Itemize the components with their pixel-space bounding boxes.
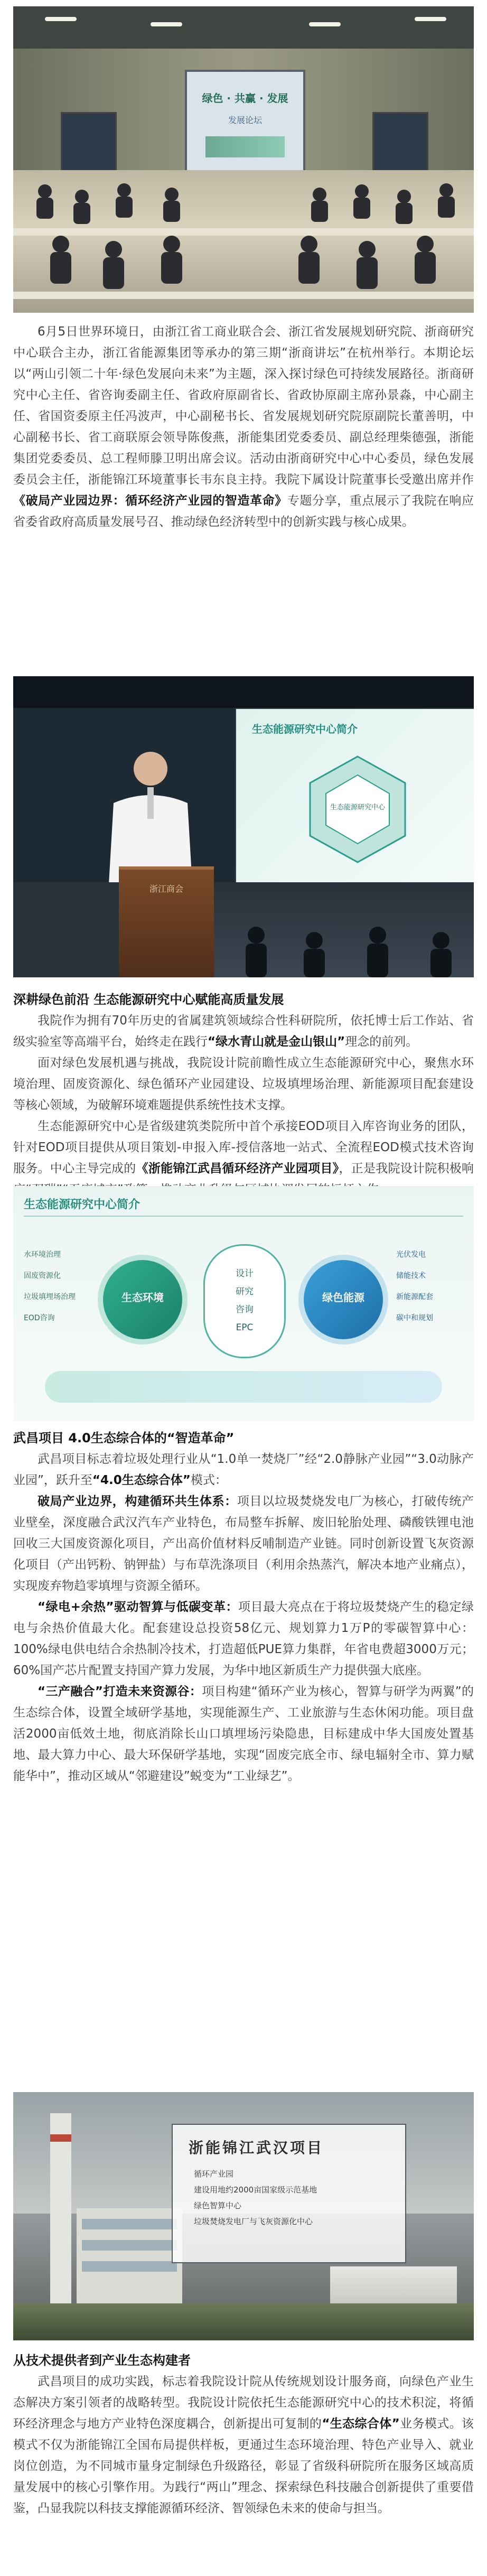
section2-heading: 武昌项目 4.0生态综合体的“智造革命”	[13, 1431, 235, 1445]
right-item: 新能源配套	[396, 1293, 433, 1301]
section2-b3: “三产融合”打造未来资源谷：	[38, 1685, 202, 1698]
slide-hex-center: 生态能源研究中心	[330, 804, 385, 811]
intro-text: 6月5日世界环境日，由浙江省工商业联合会、浙江省发展规划研究院、浙商研究中心联合主办，浙江省能源集团等承办的第三期“浙商讲坛”在杭州举行。本期论坛以“两山引领二十年·绿色发展向未来”为主题，深入探讨绿色可持续发展路径。浙商研究中心主任、省咨询委副主任、省政府原副省长、省政协原副主席孙景淼，中心副主任、省国资委原主任冯波声，中心副秘书长、省发展规划研究院原副院长董善明，中心副秘书长、省工商联原会领导陈俊燕，浙能集团党委委员、副总经理柴德强，浙能集团党委委员、总工程师滕卫明出席会议。活动由浙商研究中心中心委员，绿色发展委员会主任，浙能锦江环境董事长韦东良主持。我院下属设计院董事长受邀出席并作	[13, 325, 474, 487]
section2-p3: 项目最大亮点在于将垃圾焚烧产生的稳定绿电与余热价值最大化。配套建设总投资58亿元、规划算力1万P的零碳智算中心：100%绿电供电结合余热制冷技术，打造超低PUE算力集群，年省电费超3000万元；60%国产芯片配置支持国产算力发展，为华中地区新质生产力提供强大底座。	[13, 1600, 474, 1677]
energy-circle	[304, 1260, 383, 1339]
side-screen-right	[372, 112, 428, 173]
intro-paragraph	[13, 321, 474, 533]
project-bullet: 绿色智算中心	[194, 2201, 242, 2210]
intro-text-tail: 专题分享，重点展示了我院在响应省委省政府高质量发展号召、推动绿色经济转型中的创新实践与核心成果。	[13, 494, 474, 529]
right-item: 光伏发电	[396, 1250, 426, 1259]
section3	[13, 2350, 474, 2519]
section1-p3: 生态能源研究中心是省级建筑类院所中首个承接EOD项目入库咨询业务的团队，针对EOD项目提供从项目策划-申报入库-授信落地一站式、全流程EOD模式技术咨询服务。中心主导完成的	[13, 1119, 474, 1175]
side-screen-left	[61, 112, 117, 173]
core-word-design: 设计	[236, 1268, 254, 1279]
section2-p1-tail: 模式：	[190, 1473, 227, 1487]
section2-b2: “绿电+余热”驱动智算与低碳变革：	[38, 1600, 238, 1614]
section3-p1: 武昌项目的成功实践，标志着我院设计院从传统规划设计服务商，向绿色产业生态解决方案引领者的战略转型。我院设计院依托生态能源研究中心的技术积淀，将循环经济理念与地方产业特色深度耦合，创新提出可复制的	[13, 2375, 474, 2431]
left-item: 固废资源化	[24, 1272, 61, 1280]
intro-talk-title: 《破局产业园边界：循环经济产业园的智造革命》	[13, 494, 287, 508]
right-item: 储能技术	[396, 1272, 426, 1280]
project-bullet: 垃圾焚烧发电厂与飞灰资源化中心	[194, 2217, 313, 2226]
ecology-circle	[103, 1260, 182, 1339]
section1-p3-bold: 《浙能锦江武昌循环经济产业园项目》	[136, 1162, 339, 1175]
section1-p2: 面对绿色发展机遇与挑战，我院设计院前瞻性成立生态能源研究中心，聚焦水环境治理、固废资源化、绿色循环产业园建设、垃圾填埋场治理、新能源项目配套建设等核心领域，为破解环境难题提供系统性技术支撑。	[13, 1056, 474, 1112]
ground	[13, 2303, 474, 2340]
right-item: 碳中和规划	[396, 1314, 433, 1322]
project-bullet: 建设用地约2000亩国家级示范基地	[194, 2185, 317, 2195]
section1-p1-bold: “绿水青山就是金山银山”	[208, 1035, 345, 1049]
conference-hall-photo	[13, 6, 474, 313]
section1-p3-tail: ，正是我院设计院积极响	[339, 1162, 474, 1175]
podium-text: 浙江商会	[149, 884, 183, 894]
energy-circle-label: 绿色能源	[322, 1291, 364, 1304]
project-title: 浙能锦江武汉项目	[189, 2139, 324, 2157]
core-word-consulting: 咨询	[236, 1304, 254, 1315]
section2-b1: 破局产业边界，构建循环共生体系：	[38, 1495, 237, 1508]
center-intro-infographic	[13, 1186, 474, 1421]
ecology-circle-label: 生态环境	[121, 1291, 164, 1304]
left-item: 水环境治理	[24, 1250, 61, 1259]
section2-p1-bold: “4.0生态综合体”	[92, 1473, 191, 1487]
section1-p1-tail: 理念的前列。	[345, 1035, 418, 1049]
core-word-research: 研究	[236, 1286, 254, 1297]
core-word-epc: EPC	[236, 1322, 254, 1333]
slide-title: 生态能源研究中心简介	[252, 723, 358, 735]
stage-screen	[185, 70, 305, 174]
podium	[119, 866, 214, 977]
section2	[13, 1427, 474, 1787]
center-core	[203, 1244, 286, 1358]
project-board	[172, 2124, 406, 2263]
section1-heading: 深耕绿色前沿 生态能源研究中心赋能高质量发展	[13, 992, 284, 1007]
section2-p1: 武昌项目标志着垃圾处理行业从“1.0单一焚烧厂”经“2.0静脉产业园”“3.0动脉产业园”，跃升至	[13, 1452, 474, 1487]
right-items	[396, 1244, 470, 1329]
infographic-title: 生态能源研究中心简介	[24, 1198, 141, 1211]
section2-p4: 项目构建“循环产业为核心，智算与研学为两翼”的生态综合体，设置全域研学基地，实现能源生产、工业旅游与生态休闲功能。项目盘活2000亩低效土地，彻底消除长山口填埋场污染隐患，目标建成中华大国废处置基地、最大算力中心、最大环保研学基地，实现“固废完底全市、绿电辐射全市、算力赋能华中”，推动区域从“邻避建设”蜕变为“工业绿艺”。	[13, 1685, 474, 1783]
section3-p1-tail: 业务模式。该模式不仅为浙能锦江全国布局提供样板，更通过生态环境治理、特色产业导入、就业岗位创造，为不同城市量身定制绿色升级路径，彰显了省级科研院所在服务区域高质量发展中的核心引擎作用。为践行“两山”理念、探索绿色科技融合创新提供了重要借鉴，凸显我院以科技支撑能源循环经济、智领绿色未来的使命与担当。	[13, 2417, 474, 2515]
section3-heading: 从技术提供者到产业生态构建者	[13, 2353, 191, 2368]
screen-text: 发展论坛	[228, 115, 262, 125]
left-item: EOD咨询	[24, 1314, 55, 1322]
section2-p2: 项目以垃圾焚烧发电厂为核心，打破传统产业壁垒，深度融合武汉汽车产业特色，布局整车拆解、废旧轮胎处理、磷酸铁锂电池回收三大国废资源化项目，产出高价值材料反哺制造产业链。同时创新设置飞灰资源化项目（产出钙粉、钠钾盐）与布草洗涤项目（利用余热蒸汽，解决本地产业痛点），实现废弃物趋零填埋与资源全循环。	[13, 1495, 474, 1593]
left-item: 垃圾填埋场治理	[24, 1293, 76, 1301]
chimney-building	[29, 2113, 188, 2335]
banner-title: 绿色 · 共赢 · 发展	[202, 92, 288, 105]
project-rendering	[13, 2092, 474, 2340]
section3-p1-bold: “生态综合体”	[322, 2417, 400, 2431]
presentation-slide	[235, 708, 474, 884]
section1-p1: 我院作为拥有70年历史的省属建筑领域综合性科研院所，依托博士后工作站、省级实验室等高端平台，始终走在践行	[13, 1014, 474, 1049]
speaker-photo	[13, 676, 474, 977]
project-bullet: 循环产业园	[194, 2169, 234, 2179]
audience-figures	[13, 165, 474, 313]
section1	[13, 989, 474, 1200]
left-items	[24, 1244, 92, 1329]
